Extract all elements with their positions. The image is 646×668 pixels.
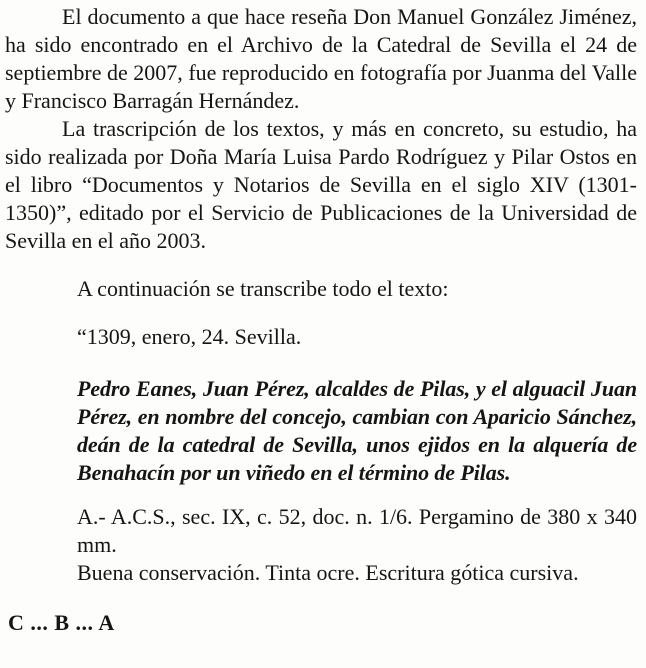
transcription-intro-line: A continuación se transcribe todo el texto: <box>77 276 449 301</box>
conservation-note: Buena conservación. Tinta ocre. Escritura gótica cursiva. <box>77 560 579 585</box>
archive-reference: A.- A.C.S., sec. IX, c. 52, doc. n. 1/6. Pergamino de 380 x 340 mm. <box>77 504 637 557</box>
regesto-paragraph: Pedro Eanes, Juan Pérez, alcaldes de Pilas, y el alguacil Juan Pérez, en nombre del concejo, cambian con Aparicio Sánchez, deán de la catedral de Sevilla, unos ejidos en la alquería de Benahacín por un viñedo en el término de Pilas. <box>77 376 637 485</box>
transcription-date-line: “1309, enero, 24. Sevilla. <box>77 324 302 349</box>
footer-sigla: C ... B ... A <box>8 610 115 635</box>
paragraph-document-provenance: El documento a que hace reseña Don Manuel González Jiménez, ha sido encontrado en el Archivo de la Catedral de Sevilla el 24 de septiembre de 2007, fue reproducido en fotografía por Juanma del Valle y Francisco Barragán Hernández. <box>5 4 637 113</box>
transcription-block <box>77 275 637 587</box>
paragraph-transcription-credits: La trascripción de los textos, y más en concreto, su estudio, ha sido realizada por Doña María Luisa Pardo Rodríguez y Pilar Ostos en el libro “Documentos y Notarios de Sevilla en el siglo XIV (1301-1350)”, editado por el Servicio de Publicaciones de la Universidad de Sevilla en el año 2003. <box>5 116 637 253</box>
